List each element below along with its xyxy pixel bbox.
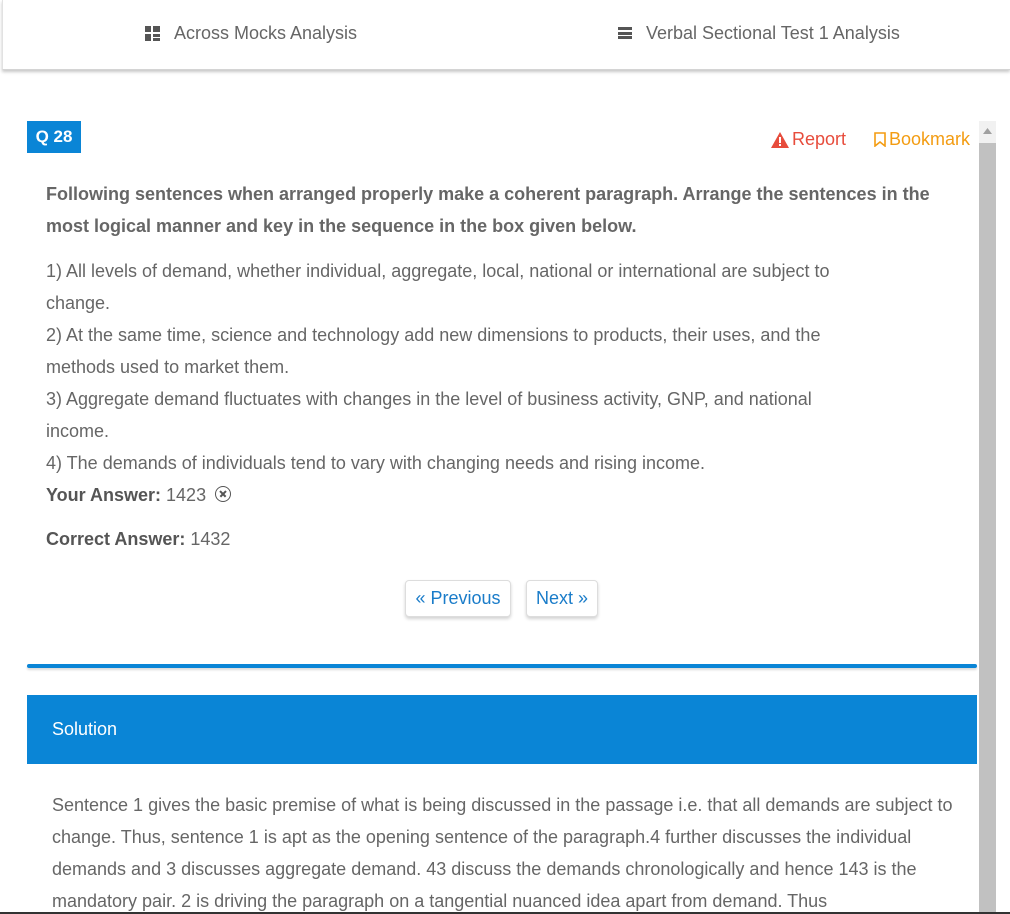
correct-answer-value: 1432 bbox=[190, 529, 231, 549]
question-number-badge: Q 28 bbox=[27, 121, 81, 153]
scroll-up-arrow-icon[interactable] bbox=[979, 121, 996, 141]
correct-answer bbox=[46, 523, 230, 555]
question-prompt: Following sentences when arranged properly make a coherent paragraph. Arrange the sentences in the most logical manner and key in the sequence in the box given below. bbox=[46, 184, 930, 236]
your-answer bbox=[46, 479, 231, 511]
tab-across-mocks-analysis[interactable] bbox=[145, 0, 357, 66]
solution-text: Sentence 1 gives the basic premise of what is being discussed in the passage i.e. that all demands are subject to change. Thus, sentence 1 is apt as the opening sentence of the paragraph.4 further discusses the individual demands and 3 discusses aggregate demand. 43 discuss the demands chronologically and hence 143 is the mandatory pair. 2 is driving the paragraph on a tangential nuanced idea apart from demand. Thus bbox=[52, 795, 953, 911]
scrollbar-thumb[interactable] bbox=[979, 143, 996, 914]
bookmark-button[interactable] bbox=[874, 129, 970, 150]
tab-verbal-sectional-analysis[interactable] bbox=[618, 0, 900, 66]
sentence-list bbox=[46, 255, 876, 479]
report-label: Report bbox=[792, 129, 847, 149]
your-answer-label: Your Answer: bbox=[46, 485, 162, 505]
solution-header bbox=[27, 695, 977, 764]
grid-icon bbox=[145, 26, 160, 41]
previous-button[interactable]: « Previous bbox=[405, 580, 511, 617]
sentence-1: 1) All levels of demand, whether individual, aggregate, local, national or international are subject to change. bbox=[46, 261, 830, 313]
list-icon bbox=[618, 27, 632, 39]
warning-icon bbox=[771, 132, 789, 148]
report-button[interactable] bbox=[771, 129, 846, 150]
correct-answer-label: Correct Answer: bbox=[46, 529, 186, 549]
sentence-3: 3) Aggregate demand fluctuates with changes in the level of business activity, GNP, and national income. bbox=[46, 389, 812, 441]
bookmark-icon bbox=[874, 132, 886, 147]
bookmark-label: Bookmark bbox=[889, 129, 971, 149]
solution-title: Solution bbox=[52, 719, 118, 739]
next-button[interactable]: Next » bbox=[526, 580, 598, 617]
top-tab-bar bbox=[2, 0, 1010, 70]
tab-verbal-label: Verbal Sectional Test 1 Analysis bbox=[646, 22, 900, 43]
sentence-4: 4) The demands of individuals tend to vary with changing needs and rising income. bbox=[46, 453, 706, 473]
sentence-2: 2) At the same time, science and technology add new dimensions to products, their uses, and the methods used to market them. bbox=[46, 325, 821, 377]
section-divider bbox=[27, 664, 977, 668]
tab-across-label: Across Mocks Analysis bbox=[174, 22, 358, 43]
your-answer-value: 1423 bbox=[166, 485, 207, 505]
scrollbar[interactable] bbox=[979, 121, 996, 914]
incorrect-icon bbox=[215, 486, 231, 502]
